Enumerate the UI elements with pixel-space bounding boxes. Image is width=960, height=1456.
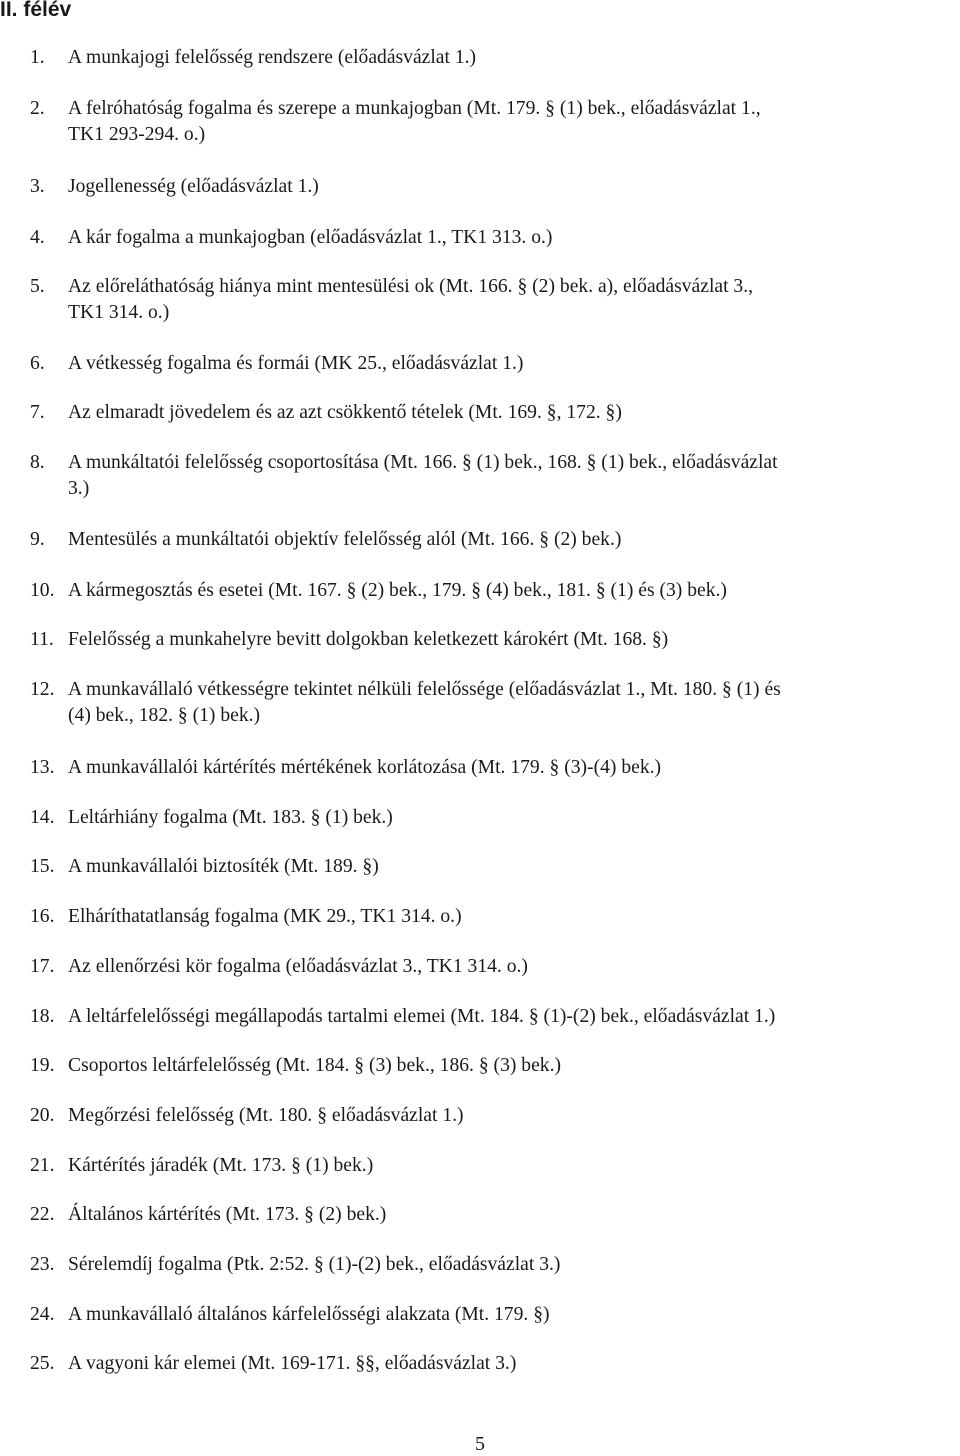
item-text: Jogellenesség (előadásvázlat 1.) bbox=[68, 176, 319, 197]
item-text: Az előreláthatóság hiánya mint mentesülési ok (Mt. 166. § (2) bek. a), előadásvázlat 3., bbox=[68, 276, 754, 297]
item-number: 24. bbox=[30, 1304, 55, 1325]
item-text: A munkajogi felelősség rendszere (előadásvázlat 1.) bbox=[68, 47, 477, 68]
item-text: Elháríthatatlanság fogalma (MK 29., TK1 314. o.) bbox=[68, 906, 462, 927]
item-number: 10. bbox=[30, 580, 55, 601]
item-number: 21. bbox=[30, 1155, 55, 1176]
item-number: 23. bbox=[30, 1254, 55, 1275]
item-number: 18. bbox=[30, 1006, 55, 1027]
item-number: 13. bbox=[30, 757, 55, 778]
item-number: 14. bbox=[30, 807, 55, 828]
item-text: Sérelemdíj fogalma (Ptk. 2:52. § (1)-(2) bek., előadásvázlat 3.) bbox=[68, 1254, 561, 1275]
item-text: Kártérítés járadék (Mt. 173. § (1) bek.) bbox=[68, 1155, 374, 1176]
item-text: Leltárhiány fogalma (Mt. 183. § (1) bek.) bbox=[68, 807, 393, 828]
item-text: A munkavállalói kártérítés mértékének korlátozása (Mt. 179. § (3)-(4) bek.) bbox=[68, 757, 662, 778]
section-heading: II. félév bbox=[0, 0, 72, 21]
item-number: 19. bbox=[30, 1055, 55, 1076]
item-text: A vagyoni kár elemei (Mt. 169-171. §§, előadásvázlat 3.) bbox=[68, 1353, 517, 1374]
item-text: Az elmaradt jövedelem és az azt csökkentő tételek (Mt. 169. §, 172. §) bbox=[68, 402, 622, 423]
item-number: 1. bbox=[30, 47, 45, 68]
item-text: A leltárfelelősségi megállapodás tartalmi elemei (Mt. 184. § (1)-(2) bek., előadásvázlat 1.) bbox=[68, 1006, 776, 1027]
item-number: 8. bbox=[30, 452, 45, 473]
item-text: Csoportos leltárfelelősség (Mt. 184. § (3) bek., 186. § (3) bek.) bbox=[68, 1055, 562, 1076]
item-number: 2. bbox=[30, 98, 45, 119]
item-text: A felróhatóság fogalma és szerepe a munkajogban (Mt. 179. § (1) bek., előadásvázlat 1., bbox=[68, 98, 761, 119]
item-text-continued: (4) bek., 182. § (1) bek.) bbox=[68, 705, 261, 726]
item-text: A kármegosztás és esetei (Mt. 167. § (2) bek., 179. § (4) bek., 181. § (1) és (3) bek.) bbox=[68, 580, 727, 601]
item-text: Általános kártérítés (Mt. 173. § (2) bek.) bbox=[68, 1204, 387, 1225]
item-text: A munkavállaló általános kárfelelősségi alakzata (Mt. 179. §) bbox=[68, 1304, 550, 1325]
item-number: 20. bbox=[30, 1105, 55, 1126]
item-number: 5. bbox=[30, 276, 45, 297]
item-text: A vétkesség fogalma és formái (MK 25., előadásvázlat 1.) bbox=[68, 353, 524, 374]
item-number: 9. bbox=[30, 529, 45, 550]
item-text: A munkáltatói felelősség csoportosítása (Mt. 166. § (1) bek., 168. § (1) bek., előadásvázlat bbox=[68, 452, 778, 473]
item-number: 12. bbox=[30, 679, 55, 700]
item-number: 11. bbox=[30, 629, 54, 650]
item-text: Az ellenőrzési kör fogalma (előadásvázlat 3., TK1 314. o.) bbox=[68, 956, 528, 977]
item-text-continued: 3.) bbox=[68, 478, 90, 499]
item-number: 22. bbox=[30, 1204, 55, 1225]
item-number: 15. bbox=[30, 856, 55, 877]
page-number: 5 bbox=[475, 1433, 485, 1455]
item-number: 6. bbox=[30, 353, 45, 374]
item-text: A munkavállaló vétkességre tekintet nélküli felelőssége (előadásvázlat 1., Mt. 180. § (1) és bbox=[68, 679, 781, 700]
item-text: A munkavállalói biztosíték (Mt. 189. §) bbox=[68, 856, 379, 877]
item-number: 4. bbox=[30, 227, 45, 248]
item-number: 25. bbox=[30, 1353, 55, 1374]
item-number: 17. bbox=[30, 956, 55, 977]
item-text-continued: TK1 314. o.) bbox=[68, 302, 170, 323]
item-text-continued: TK1 293-294. o.) bbox=[68, 124, 206, 145]
item-number: 3. bbox=[30, 176, 45, 197]
item-text: Megőrzési felelősség (Mt. 180. § előadásvázlat 1.) bbox=[68, 1105, 464, 1126]
item-text: A kár fogalma a munkajogban (előadásvázlat 1., TK1 313. o.) bbox=[68, 227, 553, 248]
item-text: Mentesülés a munkáltatói objektív felelősség alól (Mt. 166. § (2) bek.) bbox=[68, 529, 622, 550]
item-number: 16. bbox=[30, 906, 55, 927]
item-text: Felelősség a munkahelyre bevitt dolgokban keletkezett károkért (Mt. 168. §) bbox=[68, 629, 669, 650]
item-number: 7. bbox=[30, 402, 45, 423]
